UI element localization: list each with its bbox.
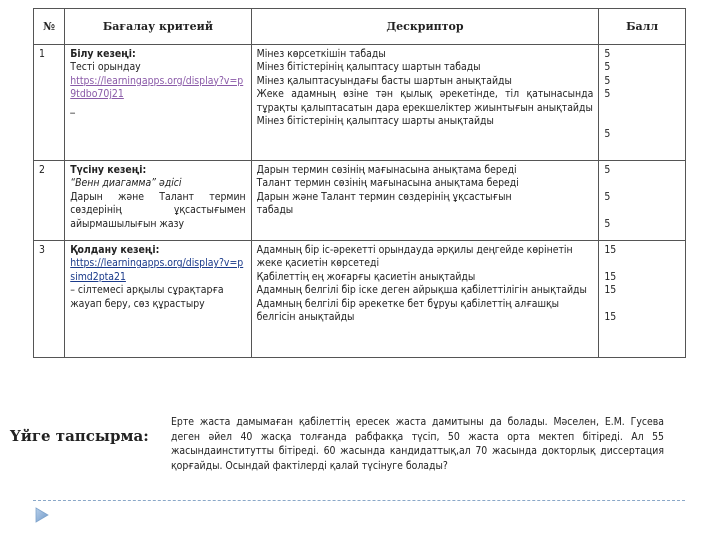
- score-value: [604, 257, 680, 270]
- divider: [33, 500, 685, 501]
- score-value: 5: [604, 217, 611, 230]
- homework-title: Үйге тапсырма:: [10, 427, 149, 445]
- descriptor-line: Жеке адамның өзіне тән қылық әрекетінде, тіл қатынасында тұрақты қалыптасатын дара ерекшеліктер жиынтығын анықтайды: [256, 88, 594, 114]
- score-value: 5: [604, 190, 611, 203]
- score-cell: [599, 241, 686, 358]
- descriptor-line: Адамның бір іс-әрекетті орындауда әрқилы деңгейде көрінетін жеке қасиетін көрсетеді: [256, 244, 573, 270]
- score-value: 5: [604, 88, 611, 101]
- header-descriptor: Дескриптор: [251, 9, 599, 45]
- descriptor-cell: [251, 241, 599, 358]
- score-value: 15: [604, 244, 617, 256]
- descriptor-line: Қабілеттің ең жоғарғы қасиетін анықтайды: [256, 270, 476, 283]
- descriptor-line: Мінез көрсеткішін табады: [256, 48, 386, 60]
- descriptor-line: Дарын және Талант термин сөздерінің ұқсастығын табады: [256, 190, 512, 217]
- descriptor-line: Талант термин сөзінің мағынасына анықтама береді: [256, 177, 519, 190]
- table-row: [34, 161, 686, 241]
- table-header-row: [34, 9, 686, 45]
- score-value: [604, 115, 680, 128]
- criterion-line: _: [70, 101, 75, 114]
- descriptor-line: Адамның белгілі бір әрекетке бет бұруы қабілеттің алғашқы белгісін анықтайды: [256, 297, 560, 324]
- header-score: Балл: [599, 9, 686, 45]
- descriptor-line: Адамның белгілі бір іске деген айрықша қабілеттілігін анықтайды: [256, 284, 587, 297]
- descriptor-line: Мінез қалыптасуындағы басты шартын анықтайды: [256, 74, 512, 87]
- score-value: 5: [604, 48, 611, 60]
- score-value: 15: [604, 270, 617, 283]
- score-value: 5: [604, 74, 611, 87]
- score-value: 5: [604, 164, 611, 176]
- table-row: [34, 45, 686, 161]
- criterion-cell: [65, 241, 251, 358]
- score-value: 5: [604, 61, 611, 74]
- homework-text: Ерте жаста дамымаған қабілеттің ересек жаста дамитыны да болады. Мәселен, Е.М. Гусева деген әйел 40 жасқа толғанда рабфакқа түсіп, 50 жаста орта мектеп бітіреді. Ал 55 жасындаинститутты бітіреді. 60 жасында кандидаттық,ал 70 жасында докторлық диссертация қорғайды. Осындай фактілерді қалай түсінуге болады?: [171, 416, 664, 472]
- score-value: [604, 102, 680, 115]
- row-number: 2: [34, 161, 65, 241]
- score-value: 15: [604, 311, 617, 323]
- criterion-title: Білу кезеңі:: [70, 48, 136, 60]
- header-criterion: Бағалау критеий: [65, 9, 251, 45]
- score-value: 15: [604, 284, 617, 297]
- descriptor-line: Мінез бітістерінің қалыптасу шартын табады: [256, 61, 481, 74]
- criteria-table: [33, 8, 686, 358]
- criterion-title: Қолдану кезеңі:: [70, 244, 160, 256]
- criterion-title: Түсіну кезеңі:: [70, 164, 147, 176]
- criterion-line: Дарын және Талант термин сөздерінің ұқсастығымен айырмашылығын жазу: [70, 190, 246, 230]
- descriptor-line: Мінез бітістерінің қалыптасу шарты анықтайды: [256, 115, 494, 128]
- score-value: [604, 298, 680, 311]
- criterion-line: “Венн диагамма” әдісі: [70, 177, 182, 190]
- table-row: [34, 241, 686, 358]
- score-value: [604, 204, 680, 217]
- criterion-line: – сілтемесі арқылы сұрақтарға жауап беру, сөз құрастыру: [70, 284, 224, 310]
- row-number: 3: [34, 241, 65, 358]
- score-cell: [599, 161, 686, 241]
- learningapps-link[interactable]: https://learningapps.org/display?v=p9tdbo70j21: [70, 74, 244, 101]
- row-number: 1: [34, 45, 65, 161]
- score-value: 5: [604, 128, 611, 141]
- learningapps-link[interactable]: https://learningapps.org/display?v=psimd2pta21: [70, 257, 244, 283]
- criterion-cell: [65, 45, 251, 161]
- triangle-right-icon[interactable]: [35, 507, 49, 523]
- header-number: №: [34, 9, 65, 45]
- descriptor-line: Дарын термин сөзінің мағынасына анықтама береді: [256, 164, 517, 176]
- score-value: [604, 177, 680, 190]
- descriptor-cell: [251, 45, 599, 161]
- score-cell: [599, 45, 686, 161]
- descriptor-cell: [251, 161, 599, 241]
- criterion-cell: [65, 161, 251, 241]
- criterion-line: Тесті орындау: [70, 61, 141, 74]
